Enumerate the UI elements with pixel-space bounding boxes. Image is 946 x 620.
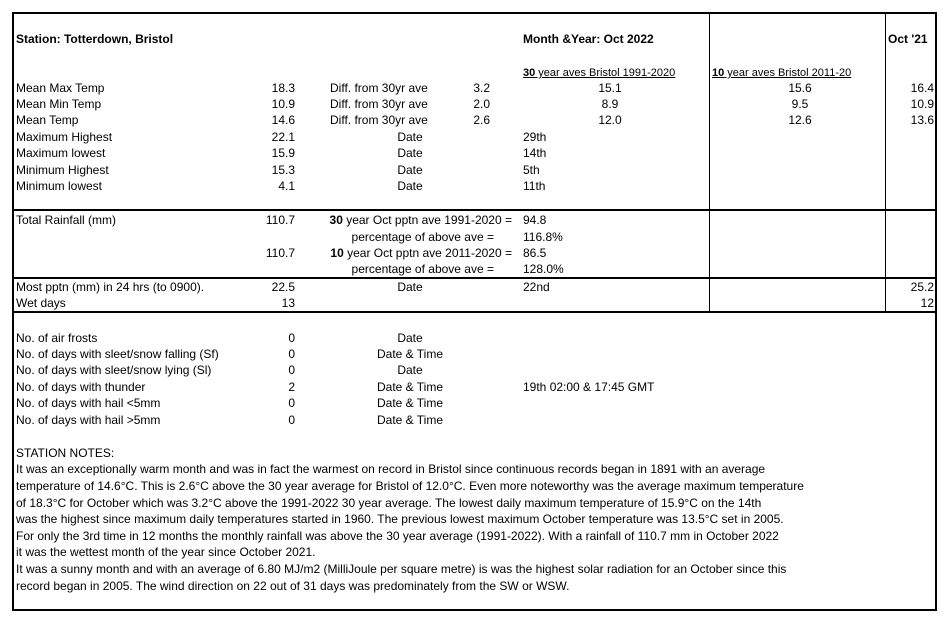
rain-ave10-desc: year Oct pptn ave 2011-2020 = [343, 246, 512, 260]
rain-pct-label-2: percentage of above ave = [351, 262, 494, 276]
border-top [12, 12, 937, 14]
rule-pptn-top [12, 277, 937, 279]
event-value: 0 [288, 347, 295, 361]
diff-value: 2.6 [473, 113, 490, 127]
rain-pct-2: 128.0% [523, 262, 564, 276]
prev-value: 16.4 [910, 81, 934, 95]
ave30-value: 15.1 [598, 81, 622, 95]
extreme-label: Maximum Highest [16, 130, 113, 144]
event-value: 2 [288, 380, 295, 394]
extreme-date: 5th [523, 163, 540, 177]
diff-label: Diff. from 30yr ave [330, 113, 428, 127]
prev-value: 10.9 [910, 97, 934, 111]
ave30-heading [523, 66, 675, 80]
vline-b [885, 12, 886, 312]
ave30-heading-text: year aves Bristol 1991-2020 [535, 67, 676, 79]
event-value: 0 [288, 331, 295, 345]
notes-heading: STATION NOTES: [16, 446, 115, 460]
diff-label: Diff. from 30yr ave [330, 97, 428, 111]
month-year-title: Month &Year: Oct 2022 [523, 32, 654, 46]
event-label: No. of air frosts [16, 331, 98, 345]
rain-pct-1: 116.8% [523, 230, 563, 244]
border-bottom [12, 609, 937, 611]
prev-most-pptn: 25.2 [910, 280, 934, 294]
event-label: No. of days with sleet/snow falling (Sf) [16, 347, 219, 361]
extreme-label: Minimum Highest [16, 163, 109, 177]
temp-value: 14.6 [271, 113, 295, 127]
event-date-label: Date [397, 363, 423, 377]
most-pptn-date-label: Date [397, 280, 423, 294]
event-value: 0 [288, 413, 295, 427]
notes-line: it was the wettest month of the year since October 2021. [16, 545, 316, 559]
rain-value-1: 110.7 [265, 213, 295, 227]
notes-line: It was an exceptionally warm month and was in fact the warmest on record in Bristol since continuous records began in 1891 with an average [16, 462, 766, 476]
event-label: No. of days with thunder [16, 380, 146, 394]
ave30-heading-bold: 30 [523, 67, 536, 79]
event-label: No. of days with hail >5mm [16, 413, 161, 427]
extreme-date-label: Date [397, 163, 423, 177]
extreme-value: 4.1 [278, 179, 295, 193]
event-date-label: Date & Time [376, 347, 444, 361]
diff-value: 3.2 [473, 81, 490, 95]
event-label: No. of days with hail <5mm [16, 396, 161, 410]
ave10-value: 12.6 [788, 113, 812, 127]
rain-ave10-text [300, 246, 512, 260]
extreme-date: 14th [523, 146, 547, 160]
notes-line: record began in 2005. The wind direction on 22 out of 31 days was predominately from the SW or WSW. [16, 579, 570, 593]
extreme-date-label: Date [397, 179, 423, 193]
notes-line: of 18.3°C for October which was 3.2°C above the 1991-2022 30 year average. The lowest daily maximum temperature of 15.9°C on the 14th [16, 496, 762, 510]
most-pptn-label: Most pptn (mm) in 24 hrs (to 0900). [16, 280, 205, 294]
ave10-value: 9.5 [791, 97, 809, 111]
event-label: No. of days with sleet/snow lying (Sl) [16, 363, 212, 377]
notes-line: For only the 3rd time in 12 months the monthly rainfall was above the 30 year average (1991-2022). With a rainfall of 110.7 mm in October 2022 [16, 529, 779, 543]
extreme-label: Maximum lowest [16, 146, 106, 160]
most-pptn-date: 22nd [523, 280, 550, 294]
temp-label: Mean Max Temp [16, 81, 105, 95]
event-date-label: Date & Time [376, 413, 444, 427]
wet-days-value: 13 [281, 296, 295, 310]
vline-a [709, 12, 710, 312]
notes-line: It was a sunny month and with an average of 6.80 MJ/m2 (MilliJoule per square metre) is was the highest solar radiation for an October since this [16, 562, 787, 576]
rain-ave10-value: 86.5 [523, 246, 547, 260]
rain-value-2: 110.7 [265, 246, 295, 260]
rain-pct-label-1: percentage of above ave = [351, 230, 494, 244]
prev-value: 13.6 [910, 113, 934, 127]
diff-label: Diff. from 30yr ave [330, 81, 428, 95]
ave30-value: 8.9 [601, 97, 619, 111]
rain-ave30-bold: 30 [329, 213, 343, 227]
most-pptn-value: 22.5 [271, 280, 295, 294]
prev-year-title: Oct '21 [888, 32, 928, 46]
ave10-value: 15.6 [788, 81, 812, 95]
rule-rain-top [12, 209, 937, 211]
rain-ave10-bold: 10 [330, 246, 344, 260]
extreme-date-label: Date [397, 130, 423, 144]
extreme-date: 29th [523, 130, 547, 144]
ave10-heading [712, 66, 851, 80]
extreme-value: 22.1 [271, 130, 295, 144]
prev-wet-days: 12 [920, 296, 934, 310]
extreme-value: 15.3 [271, 163, 295, 177]
extreme-date-label: Date [397, 146, 423, 160]
event-value: 0 [288, 363, 295, 377]
ave10-heading-bold: 10 [712, 67, 725, 79]
rain-ave30-value: 94.8 [523, 213, 547, 227]
ave30-value: 12.0 [598, 113, 622, 127]
diff-value: 2.0 [473, 97, 490, 111]
extreme-label: Minimum lowest [16, 179, 103, 193]
event-value: 0 [288, 396, 295, 410]
rain-label: Total Rainfall (mm) [16, 213, 117, 227]
notes-line: was the highest since maximum daily temperatures started in 1960. The previous lowest maximum October temperature was 13.5°C set in 2005. [16, 512, 784, 526]
event-date-label: Date [397, 331, 423, 345]
ave10-heading-text: year aves Bristol 2011-20 [724, 67, 852, 79]
temp-value: 10.9 [271, 97, 295, 111]
station-title: Station: Totterdown, Bristol [16, 32, 174, 46]
rain-ave30-desc: year Oct pptn ave 1991-2020 = [342, 213, 512, 227]
temp-label: Mean Temp [16, 113, 79, 127]
temp-value: 18.3 [271, 81, 295, 95]
extreme-date: 11th [523, 179, 546, 193]
rain-ave30-text [300, 213, 512, 227]
extreme-value: 15.9 [271, 146, 295, 160]
notes-line: temperature of 14.6°C. This is 2.6°C above the 30 year average for Bristol of 12.0°C. Even more noteworthy was the average maximum temperature [16, 479, 804, 493]
wet-days-label: Wet days [16, 296, 66, 310]
event-detail: 19th 02:00 & 17:45 GMT [523, 380, 655, 394]
event-date-label: Date & Time [376, 380, 444, 394]
event-date-label: Date & Time [376, 396, 444, 410]
temp-label: Mean Min Temp [16, 97, 102, 111]
rule-pptn-bottom [12, 311, 937, 313]
